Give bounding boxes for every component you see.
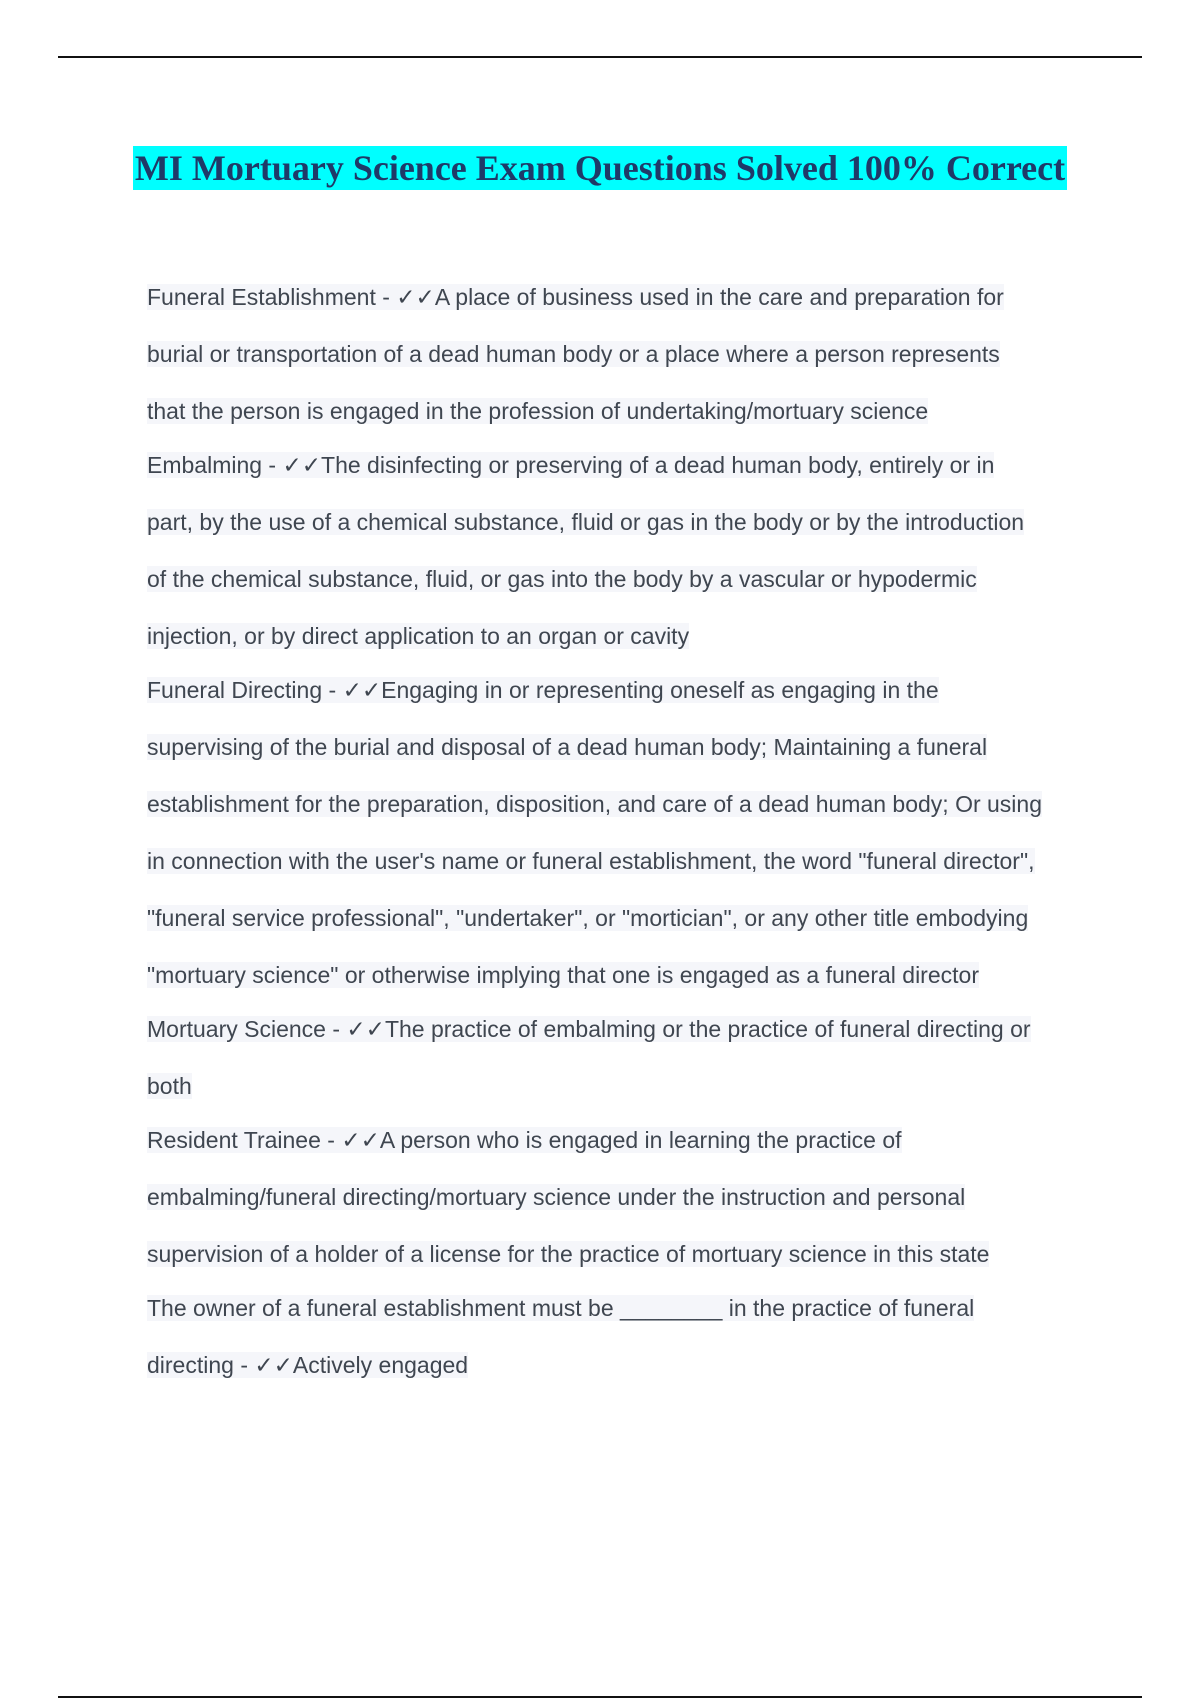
text-line: "mortuary science" or otherwise implying that one is engaged as a funeral director [147, 962, 979, 988]
entry-funeral-establishment [145, 280, 1095, 428]
text-line: The owner of a funeral establishment must be ________ in the practice of funeral [147, 1295, 975, 1321]
document-title: MI Mortuary Science Exam Questions Solved 100% Correct [134, 148, 1066, 188]
text-line: establishment for the preparation, disposition, and care of a dead human body; Or using [147, 791, 1042, 817]
text-line: embalming/funeral directing/mortuary science under the instruction and personal [147, 1184, 966, 1210]
text-line: Funeral Establishment - ✓✓A place of business used in the care and preparation for [147, 284, 1004, 310]
text-line: "funeral service professional", "undertaker", or "mortician", or any other title embodying [147, 905, 1029, 931]
bottom-rule [58, 1696, 1142, 1698]
text-line: Resident Trainee - ✓✓A person who is engaged in learning the practice of [147, 1127, 902, 1153]
text-line: burial or transportation of a dead human body or a place where a person represents [147, 341, 1000, 367]
text-line: Embalming - ✓✓The disinfecting or preserving of a dead human body, entirely or in [147, 452, 995, 478]
text-line: injection, or by direct application to an organ or cavity [147, 623, 690, 649]
entry-mortuary-science [145, 1012, 1095, 1103]
text-line: Funeral Directing - ✓✓Engaging in or representing oneself as engaging in the [147, 677, 939, 703]
text-line: both [147, 1073, 192, 1099]
text-line: part, by the use of a chemical substance, fluid or gas in the body or by the introduction [147, 509, 1025, 535]
text-line: supervision of a holder of a license for the practice of mortuary science in this state [147, 1241, 990, 1267]
text-line: directing - ✓✓Actively engaged [147, 1352, 469, 1378]
title-container [0, 146, 1200, 190]
entry-resident-trainee [145, 1123, 1095, 1271]
text-line: Mortuary Science - ✓✓The practice of embalming or the practice of funeral directing or [147, 1016, 1031, 1042]
text-line: supervising of the burial and disposal of a dead human body; Maintaining a funeral [147, 734, 988, 760]
text-line: in connection with the user's name or funeral establishment, the word "funeral director", [147, 848, 1035, 874]
entry-owner-question [145, 1291, 1095, 1382]
text-line: of the chemical substance, fluid, or gas into the body by a vascular or hypodermic [147, 566, 977, 592]
entry-embalming [145, 448, 1095, 653]
text-line: that the person is engaged in the profession of undertaking/mortuary science [147, 398, 929, 424]
entry-funeral-directing [145, 673, 1095, 992]
document-body [145, 280, 1095, 1402]
top-rule [58, 56, 1142, 58]
